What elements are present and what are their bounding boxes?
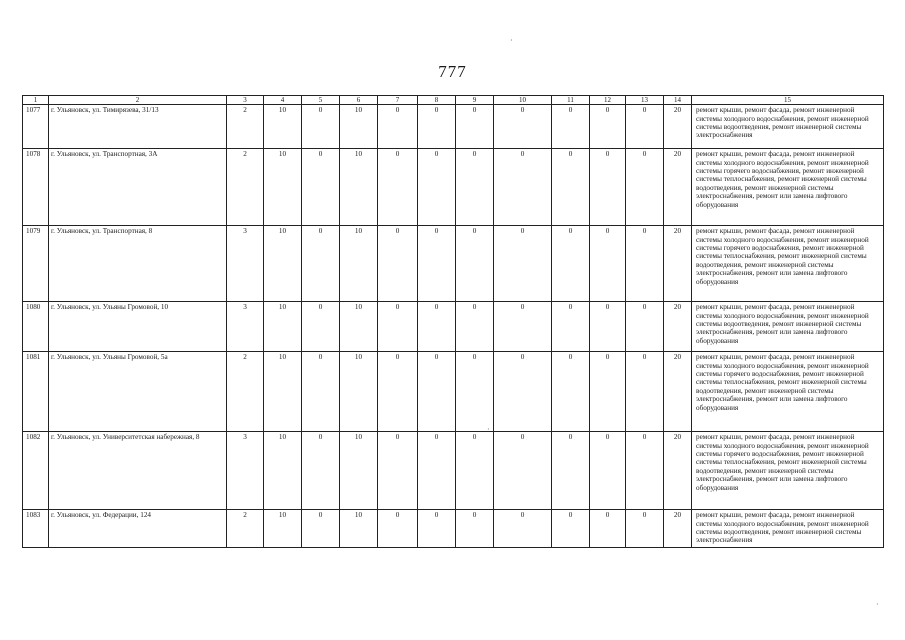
address-cell: г. Ульяновск, ул. Транспортная, 8 [49, 226, 227, 302]
value-cell: 0 [418, 149, 456, 226]
value-cell: 0 [302, 149, 340, 226]
row-number-cell: 1081 [23, 352, 49, 432]
value-cell: 0 [456, 432, 494, 510]
value-cell: 0 [418, 105, 456, 149]
table-row [23, 105, 884, 149]
value-cell: 0 [418, 226, 456, 302]
value-cell: 20 [664, 432, 692, 510]
address-cell: г. Ульяновск, ул. Ульяны Громовой, 10 [49, 302, 227, 352]
row-number-cell: 1078 [23, 149, 49, 226]
value-cell: 0 [378, 226, 418, 302]
table-row [23, 302, 884, 352]
value-cell: 10 [340, 510, 378, 548]
value-cell: 0 [456, 226, 494, 302]
value-cell: 10 [264, 105, 302, 149]
value-cell: 2 [227, 105, 264, 149]
row-number-cell: 1080 [23, 302, 49, 352]
value-cell: 10 [264, 352, 302, 432]
value-cell: 20 [664, 510, 692, 548]
value-cell: 0 [626, 149, 664, 226]
column-header: 7 [378, 96, 418, 105]
value-cell: 0 [590, 149, 626, 226]
value-cell: 0 [418, 302, 456, 352]
value-cell: 0 [626, 432, 664, 510]
value-cell: 10 [340, 352, 378, 432]
works-list-cell: ремонт крыши, ремонт фасада, ремонт инженерной системы холодного водоснабжения, ремонт инженерной системы горячего водоснабжения, ремонт инженерной системы теплоснабжения, ремонт инженерной системы водоотведения, ремонт инженерной системы электроснабжения, ремонт или замена лифтового оборудования [692, 432, 884, 510]
value-cell: 0 [418, 510, 456, 548]
value-cell: 10 [264, 302, 302, 352]
column-header: 8 [418, 96, 456, 105]
value-cell: 10 [264, 432, 302, 510]
address-cell: г. Ульяновск, ул. Университетская набережная, 8 [49, 432, 227, 510]
value-cell: 10 [340, 149, 378, 226]
column-header: 4 [264, 96, 302, 105]
value-cell: 0 [302, 226, 340, 302]
value-cell: 0 [418, 352, 456, 432]
value-cell: 10 [264, 510, 302, 548]
value-cell: 0 [494, 149, 552, 226]
column-header: 3 [227, 96, 264, 105]
address-cell: г. Ульяновск, ул. Тимирязева, 31/13 [49, 105, 227, 149]
value-cell: 0 [590, 226, 626, 302]
value-cell: 0 [626, 226, 664, 302]
value-cell: 0 [590, 302, 626, 352]
value-cell: 0 [456, 302, 494, 352]
value-cell: 0 [626, 352, 664, 432]
value-cell: 20 [664, 352, 692, 432]
value-cell: 0 [456, 510, 494, 548]
value-cell: 0 [378, 352, 418, 432]
value-cell: 0 [302, 352, 340, 432]
column-header: 15 [692, 96, 884, 105]
row-number-cell: 1082 [23, 432, 49, 510]
table-row [23, 352, 884, 432]
column-header: 1 [23, 96, 49, 105]
works-list-cell: ремонт крыши, ремонт фасада, ремонт инженерной системы холодного водоснабжения, ремонт инженерной системы горячего водоснабжения, ремонт инженерной системы теплоснабжения, ремонт инженерной системы водоотведения, ремонт инженерной системы электроснабжения, ремонт или замена лифтового оборудования [692, 352, 884, 432]
value-cell: 20 [664, 302, 692, 352]
value-cell: 0 [378, 149, 418, 226]
value-cell: 0 [494, 432, 552, 510]
value-cell: 10 [340, 302, 378, 352]
value-cell: 3 [227, 226, 264, 302]
value-cell: 0 [378, 432, 418, 510]
value-cell: 0 [626, 510, 664, 548]
works-list-cell: ремонт крыши, ремонт фасада, ремонт инженерной системы холодного водоснабжения, ремонт инженерной системы водоотведения, ремонт инженерной системы электроснабжения [692, 510, 884, 548]
value-cell: 0 [302, 432, 340, 510]
table-row [23, 226, 884, 302]
works-list-cell: ремонт крыши, ремонт фасада, ремонт инженерной системы холодного водоснабжения, ремонт инженерной системы горячего водоснабжения, ремонт инженерной системы теплоснабжения, ремонт инженерной системы водоотведения, ремонт инженерной системы электроснабжения, ремонт или замена лифтового оборудования [692, 149, 884, 226]
value-cell: 2 [227, 510, 264, 548]
works-list-cell: ремонт крыши, ремонт фасада, ремонт инженерной системы холодного водоснабжения, ремонт инженерной системы водоотведения, ремонт инженерной системы электроснабжения, ремонт или замена лифтового оборудования [692, 302, 884, 352]
column-header: 11 [552, 96, 590, 105]
value-cell: 0 [302, 302, 340, 352]
table-row [23, 510, 884, 548]
value-cell: 2 [227, 149, 264, 226]
address-cell: г. Ульяновск, ул. Ульяны Громовой, 5а [49, 352, 227, 432]
value-cell: 0 [552, 226, 590, 302]
value-cell: 10 [264, 226, 302, 302]
scan-speck: · [487, 425, 490, 434]
address-cell: г. Ульяновск, ул. Федерации, 124 [49, 510, 227, 548]
value-cell: 0 [302, 510, 340, 548]
value-cell: 20 [664, 226, 692, 302]
value-cell: 0 [456, 149, 494, 226]
value-cell: 0 [626, 302, 664, 352]
column-header: 2 [49, 96, 227, 105]
column-header: 13 [626, 96, 664, 105]
value-cell: 10 [264, 149, 302, 226]
value-cell: 0 [552, 149, 590, 226]
table-row [23, 432, 884, 510]
value-cell: 0 [626, 105, 664, 149]
value-cell: 0 [552, 302, 590, 352]
value-cell: 0 [552, 510, 590, 548]
value-cell: 10 [340, 105, 378, 149]
value-cell: 0 [418, 432, 456, 510]
column-header: 10 [494, 96, 552, 105]
column-header: 6 [340, 96, 378, 105]
row-number-cell: 1083 [23, 510, 49, 548]
value-cell: 0 [456, 105, 494, 149]
value-cell: 0 [494, 302, 552, 352]
scan-speck: · [876, 600, 879, 609]
value-cell: 0 [590, 352, 626, 432]
value-cell: 0 [552, 432, 590, 510]
value-cell: 0 [302, 105, 340, 149]
value-cell: 10 [340, 432, 378, 510]
table-row [23, 149, 884, 226]
value-cell: 0 [378, 105, 418, 149]
value-cell: 0 [552, 105, 590, 149]
scan-speck: · [510, 36, 513, 45]
page-number: 777 [438, 62, 467, 81]
value-cell: 0 [494, 105, 552, 149]
row-number-cell: 1079 [23, 226, 49, 302]
value-cell: 3 [227, 302, 264, 352]
value-cell: 0 [494, 510, 552, 548]
value-cell: 0 [456, 352, 494, 432]
value-cell: 0 [378, 302, 418, 352]
value-cell: 0 [590, 105, 626, 149]
column-header: 12 [590, 96, 626, 105]
value-cell: 2 [227, 352, 264, 432]
value-cell: 20 [664, 105, 692, 149]
value-cell: 0 [378, 510, 418, 548]
address-cell: г. Ульяновск, ул. Транспортная, 3А [49, 149, 227, 226]
row-number-cell: 1077 [23, 105, 49, 149]
value-cell: 0 [552, 352, 590, 432]
works-list-cell: ремонт крыши, ремонт фасада, ремонт инженерной системы холодного водоснабжения, ремонт инженерной системы водоотведения, ремонт инженерной системы электроснабжения [692, 105, 884, 149]
header-row [23, 96, 884, 105]
column-header: 14 [664, 96, 692, 105]
works-list-cell: ремонт крыши, ремонт фасада, ремонт инженерной системы холодного водоснабжения, ремонт инженерной системы горячего водоснабжения, ремонт инженерной системы теплоснабжения, ремонт инженерной системы водоотведения, ремонт инженерной системы электроснабжения, ремонт или замена лифтового оборудования [692, 226, 884, 302]
repair-program-table [22, 95, 884, 548]
value-cell: 0 [494, 352, 552, 432]
value-cell: 3 [227, 432, 264, 510]
value-cell: 0 [494, 226, 552, 302]
column-header: 5 [302, 96, 340, 105]
column-header: 9 [456, 96, 494, 105]
value-cell: 0 [590, 432, 626, 510]
table-body [23, 105, 884, 548]
value-cell: 0 [590, 510, 626, 548]
value-cell: 10 [340, 226, 378, 302]
value-cell: 20 [664, 149, 692, 226]
